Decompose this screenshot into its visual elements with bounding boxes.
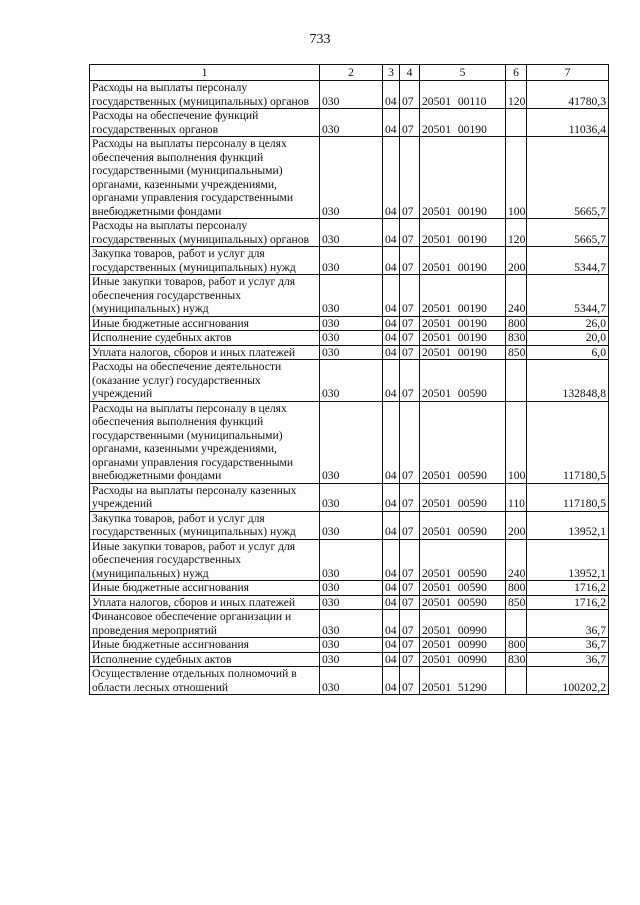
- table-row: [90, 483, 609, 511]
- row-name: Уплата налогов, сборов и иных платежей: [90, 345, 320, 360]
- row-name: Осуществление отдельных полномочий в области лесных отношений: [90, 667, 320, 695]
- row-ved-code: 030: [320, 316, 383, 331]
- row-ved-code: 030: [320, 219, 383, 247]
- row-amount: 117180,5: [527, 401, 609, 483]
- row-name: Закупка товаров, работ и услуг для государственных (муниципальных) нужд: [90, 247, 320, 275]
- table-row: [90, 316, 609, 331]
- row-section-code: 04: [383, 219, 400, 247]
- row-ved-code: 030: [320, 401, 383, 483]
- row-section-code: 04: [383, 667, 400, 695]
- table-row: [90, 219, 609, 247]
- row-expense-type: 200: [506, 247, 527, 275]
- row-amount: 41780,3: [527, 81, 609, 109]
- row-section-code: 04: [383, 247, 400, 275]
- row-section-code: 04: [383, 539, 400, 581]
- row-section-code: 04: [383, 610, 400, 638]
- row-section-code: 04: [383, 81, 400, 109]
- row-expense-type: 850: [506, 345, 527, 360]
- row-amount: 36,7: [527, 652, 609, 667]
- header-col-1: 1: [90, 65, 320, 81]
- row-amount: 1716,2: [527, 595, 609, 610]
- table-row: [90, 137, 609, 219]
- row-ved-code: 030: [320, 667, 383, 695]
- row-target-article: 20501 00590: [420, 595, 506, 610]
- row-name: Исполнение судебных актов: [90, 331, 320, 346]
- page-number: 733: [309, 32, 331, 47]
- row-target-article: 20501 00590: [420, 581, 506, 596]
- row-subsection-code: 07: [400, 316, 420, 331]
- row-ved-code: 030: [320, 581, 383, 596]
- row-expense-type: 200: [506, 511, 527, 539]
- row-amount: 5665,7: [527, 219, 609, 247]
- row-expense-type: 800: [506, 581, 527, 596]
- header-row: [90, 65, 609, 81]
- row-ved-code: 030: [320, 345, 383, 360]
- row-expense-type: [506, 360, 527, 402]
- row-amount: 20,0: [527, 331, 609, 346]
- row-section-code: 04: [383, 595, 400, 610]
- row-target-article: 20501 00190: [420, 247, 506, 275]
- row-name: Иные закупки товаров, работ и услуг для обеспечения государственных (муниципальных) нужд: [90, 539, 320, 581]
- row-subsection-code: 07: [400, 539, 420, 581]
- table-row: [90, 247, 609, 275]
- row-expense-type: 120: [506, 219, 527, 247]
- row-subsection-code: 07: [400, 511, 420, 539]
- row-ved-code: 030: [320, 638, 383, 653]
- header-col-2: 2: [320, 65, 383, 81]
- row-name: Финансовое обеспечение организации и проведения мероприятий: [90, 610, 320, 638]
- row-expense-type: 850: [506, 595, 527, 610]
- table-row: [90, 331, 609, 346]
- row-section-code: 04: [383, 316, 400, 331]
- row-name: Расходы на выплаты персоналу в целях обеспечения выполнения функций государственными (муниципальными) органами, казенными учреждениями, органами управления государственными внебюджетными фондами: [90, 401, 320, 483]
- row-subsection-code: 07: [400, 667, 420, 695]
- budget-table: [89, 64, 609, 695]
- row-expense-type: 240: [506, 275, 527, 317]
- row-ved-code: 030: [320, 610, 383, 638]
- row-section-code: 04: [383, 275, 400, 317]
- row-section-code: 04: [383, 652, 400, 667]
- row-subsection-code: 07: [400, 401, 420, 483]
- row-name: Иные бюджетные ассигнования: [90, 638, 320, 653]
- row-amount: 26,0: [527, 316, 609, 331]
- row-target-article: 20501 00590: [420, 539, 506, 581]
- header-col-7: 7: [527, 65, 609, 81]
- table-row: [90, 345, 609, 360]
- row-ved-code: 030: [320, 595, 383, 610]
- row-section-code: 04: [383, 331, 400, 346]
- row-name: Закупка товаров, работ и услуг для государственных (муниципальных) нужд: [90, 511, 320, 539]
- table-body: [90, 81, 609, 695]
- row-expense-type: [506, 109, 527, 137]
- row-ved-code: 030: [320, 137, 383, 219]
- row-target-article: 20501 00110: [420, 81, 506, 109]
- table-row: [90, 667, 609, 695]
- row-amount: 36,7: [527, 638, 609, 653]
- row-subsection-code: 07: [400, 638, 420, 653]
- row-ved-code: 030: [320, 81, 383, 109]
- table-row: [90, 275, 609, 317]
- row-section-code: 04: [383, 137, 400, 219]
- row-subsection-code: 07: [400, 137, 420, 219]
- row-ved-code: 030: [320, 247, 383, 275]
- table-row: [90, 595, 609, 610]
- row-amount: 1716,2: [527, 581, 609, 596]
- row-name: Иные закупки товаров, работ и услуг для обеспечения государственных (муниципальных) нужд: [90, 275, 320, 317]
- row-ved-code: 030: [320, 360, 383, 402]
- row-expense-type: [506, 667, 527, 695]
- row-subsection-code: 07: [400, 247, 420, 275]
- row-expense-type: 800: [506, 316, 527, 331]
- row-subsection-code: 07: [400, 610, 420, 638]
- row-name: Расходы на обеспечение деятельности (оказание услуг) государственных учреждений: [90, 360, 320, 402]
- row-ved-code: 030: [320, 652, 383, 667]
- header-col-5: 5: [420, 65, 506, 81]
- row-target-article: 20501 00190: [420, 109, 506, 137]
- row-amount: 5665,7: [527, 137, 609, 219]
- row-amount: 100202,2: [527, 667, 609, 695]
- row-section-code: 04: [383, 109, 400, 137]
- row-target-article: 20501 00190: [420, 219, 506, 247]
- row-name: Расходы на выплаты персоналу государственных (муниципальных) органов: [90, 219, 320, 247]
- row-subsection-code: 07: [400, 652, 420, 667]
- table-row: [90, 581, 609, 596]
- row-section-code: 04: [383, 345, 400, 360]
- row-target-article: 20501 00590: [420, 360, 506, 402]
- row-target-article: 20501 00990: [420, 652, 506, 667]
- row-subsection-code: 07: [400, 595, 420, 610]
- header-col-3: 3: [383, 65, 400, 81]
- table-row: [90, 638, 609, 653]
- row-section-code: 04: [383, 401, 400, 483]
- row-subsection-code: 07: [400, 109, 420, 137]
- row-target-article: 20501 00590: [420, 401, 506, 483]
- row-subsection-code: 07: [400, 360, 420, 402]
- row-target-article: 20501 00190: [420, 137, 506, 219]
- row-subsection-code: 07: [400, 581, 420, 596]
- row-section-code: 04: [383, 638, 400, 653]
- row-section-code: 04: [383, 360, 400, 402]
- table-row: [90, 539, 609, 581]
- row-expense-type: 120: [506, 81, 527, 109]
- row-amount: 132848,8: [527, 360, 609, 402]
- row-target-article: 20501 00990: [420, 638, 506, 653]
- row-name: Расходы на выплаты персоналу казенных учреждений: [90, 483, 320, 511]
- table-row: [90, 109, 609, 137]
- row-expense-type: [506, 610, 527, 638]
- row-subsection-code: 07: [400, 81, 420, 109]
- row-name: Расходы на выплаты персоналу в целях обеспечения выполнения функций государственными (муниципальными) органами, казенными учреждениями, органами управления государственными внебюджетными фондами: [90, 137, 320, 219]
- row-amount: 5344,7: [527, 247, 609, 275]
- row-expense-type: 100: [506, 401, 527, 483]
- row-name: Иные бюджетные ассигнования: [90, 581, 320, 596]
- row-amount: 5344,7: [527, 275, 609, 317]
- row-amount: 36,7: [527, 610, 609, 638]
- header-col-4: 4: [400, 65, 420, 81]
- row-target-article: 20501 00590: [420, 483, 506, 511]
- row-section-code: 04: [383, 581, 400, 596]
- table-row: [90, 81, 609, 109]
- table-row: [90, 652, 609, 667]
- table-row: [90, 511, 609, 539]
- row-ved-code: 030: [320, 539, 383, 581]
- row-name: Уплата налогов, сборов и иных платежей: [90, 595, 320, 610]
- row-ved-code: 030: [320, 511, 383, 539]
- row-target-article: 20501 00190: [420, 345, 506, 360]
- table-row: [90, 401, 609, 483]
- row-amount: 11036,4: [527, 109, 609, 137]
- row-section-code: 04: [383, 511, 400, 539]
- row-amount: 13952,1: [527, 511, 609, 539]
- row-ved-code: 030: [320, 483, 383, 511]
- row-expense-type: 800: [506, 638, 527, 653]
- row-section-code: 04: [383, 483, 400, 511]
- row-subsection-code: 07: [400, 275, 420, 317]
- row-target-article: 20501 00190: [420, 331, 506, 346]
- row-name: Иные бюджетные ассигнования: [90, 316, 320, 331]
- row-amount: 6,0: [527, 345, 609, 360]
- row-name: Расходы на обеспечение функций государственных органов: [90, 109, 320, 137]
- table-row: [90, 610, 609, 638]
- row-target-article: 20501 00590: [420, 511, 506, 539]
- row-ved-code: 030: [320, 331, 383, 346]
- row-amount: 13952,1: [527, 539, 609, 581]
- row-expense-type: 100: [506, 137, 527, 219]
- row-target-article: 20501 00190: [420, 316, 506, 331]
- row-target-article: 20501 51290: [420, 667, 506, 695]
- row-target-article: 20501 00990: [420, 610, 506, 638]
- row-name: Исполнение судебных актов: [90, 652, 320, 667]
- row-expense-type: 830: [506, 652, 527, 667]
- row-expense-type: 830: [506, 331, 527, 346]
- row-ved-code: 030: [320, 275, 383, 317]
- row-subsection-code: 07: [400, 219, 420, 247]
- row-ved-code: 030: [320, 109, 383, 137]
- row-name: Расходы на выплаты персоналу государственных (муниципальных) органов: [90, 81, 320, 109]
- row-subsection-code: 07: [400, 345, 420, 360]
- header-col-6: 6: [506, 65, 527, 81]
- table-row: [90, 360, 609, 402]
- row-expense-type: 110: [506, 483, 527, 511]
- row-target-article: 20501 00190: [420, 275, 506, 317]
- row-amount: 117180,5: [527, 483, 609, 511]
- row-expense-type: 240: [506, 539, 527, 581]
- row-subsection-code: 07: [400, 331, 420, 346]
- row-subsection-code: 07: [400, 483, 420, 511]
